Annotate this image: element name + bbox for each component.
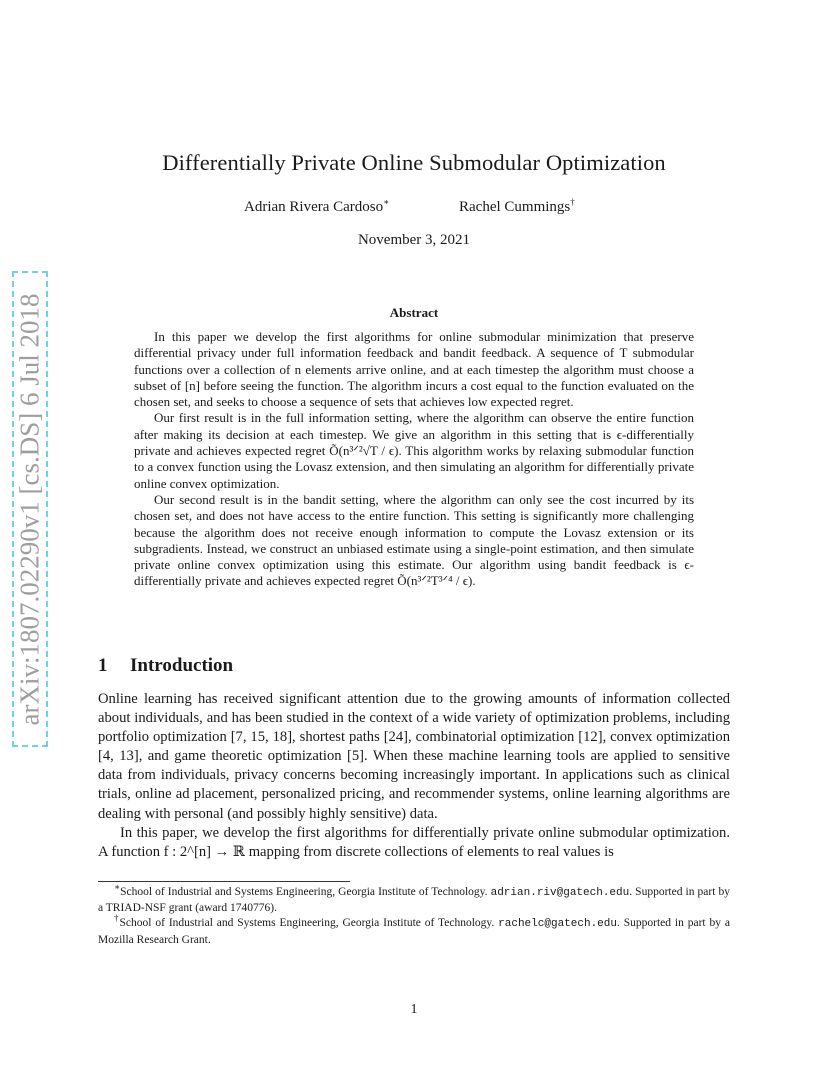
- author-2-name: Rachel Cummings: [459, 199, 571, 215]
- section-heading-introduction: [98, 655, 233, 677]
- introduction-paragraph-1: Online learning has received significant attention due to the growing amounts of information collected about individuals, and has been studied in the context of a wide variety of optimization problems, including portfolio optimization [7, 15, 18], shortest paths [24], combinatorial optimization [12], convex optimization [4, 13], and game theoretic optimization [5]. When these machine learning tools are applied to sensitive data from individuals, privacy concerns becoming increasingly important. In applications such as clinical trials, online ad placement, personalized pricing, and recommender systems, online learning algorithms are dealing with personal (and possibly highly sensitive) data.: [98, 691, 730, 822]
- abstract-heading: Abstract: [389, 305, 439, 320]
- footnote-2: [98, 913, 730, 947]
- footnote-1-text: School of Industrial and Systems Engineering, Georgia Institute of Technology.: [120, 886, 491, 898]
- page-number: 1: [410, 1002, 418, 1017]
- abstract-paragraph-3: Our second result is in the bandit setting, where the algorithm can only see the cost incurred by its chosen set, and does not have access to the entire function. This setting is significantly more challenging because the algorithm does not receive enough information to compute the Lovasz extension or its subgradients. Instead, we construct an unbiased estimate using a single-point estimation, and then simulate private online convex optimization using this estimate. Our algorithm using bandit feedback is ϵ-differentially private and achieves expected regret Õ(n³ᐟ²T³ᐟ⁴ / ϵ).: [134, 491, 694, 589]
- footnote-2-mark: †: [114, 913, 120, 924]
- author-2-footnote-mark: †: [570, 197, 575, 207]
- footnote-1-text-end: . Supported in part by a TRIAD-NSF grant (award 1740776).: [98, 886, 730, 915]
- footnote-divider: [98, 881, 350, 882]
- footnote-2-text-end: . Supported in part by a Mozilla Research Grant.: [98, 917, 730, 946]
- abstract-paragraph-1: In this paper we develop the first algorithms for online submodular minimization that preserve differential privacy under full information feedback and bandit feedback. A sequence of T submodular functions over a collection of n elements arrive online, and at each timestep the algorithm must choose a subset of [n] before seeing the function. The algorithm incurs a cost equal to the function evaluated on the chosen set, and seeks to choose a sequence of sets that achieves low expected regret.: [134, 329, 694, 410]
- introduction-paragraph-2: In this paper, we develop the first algorithms for differentially private online submodular optimization. A function f : 2^[n] → ℝ mapping from discrete collections of elements to real values is: [98, 824, 730, 860]
- author-1-name: Adrian Rivera Cardoso: [244, 199, 384, 215]
- footnote-2-email: rachelc@gatech.edu: [498, 918, 617, 931]
- footnote-1-mark: ∗: [114, 882, 121, 893]
- paper-title: Differentially Private Online Submodular Optimization: [162, 150, 666, 175]
- author-1: [244, 199, 389, 216]
- author-1-footnote-mark: ∗: [383, 197, 390, 207]
- footnote-2-text: School of Industrial and Systems Engineering, Georgia Institute of Technology.: [119, 917, 499, 930]
- footnote-1: [98, 882, 730, 916]
- abstract-body: [134, 329, 694, 590]
- section-title: Introduction: [130, 655, 234, 676]
- section-number: 1: [98, 655, 108, 676]
- arxiv-identifier-text: arXiv:1807.02290v1 [cs.DS] 6 Jul 2018: [14, 293, 45, 725]
- author-2: [459, 199, 575, 216]
- abstract-paragraph-2: Our first result is in the full information setting, where the algorithm can observe the entire function after making its decision at each timestep. We give an algorithm in this setting that is ϵ-differentially private and achieves expected regret Õ(n³ᐟ²√T / ϵ). This algorithm works by relaxing submodular function to a convex function using the Lovasz extension, and then simulating an algorithm for differentially private online convex optimization.: [134, 410, 694, 491]
- introduction-body: [98, 690, 730, 862]
- footnote-1-email: adrian.riv@gatech.edu: [490, 887, 630, 899]
- paper-date: November 3, 2021: [357, 232, 471, 248]
- arxiv-identifier-stamp: [12, 271, 48, 747]
- footnotes: [98, 882, 730, 948]
